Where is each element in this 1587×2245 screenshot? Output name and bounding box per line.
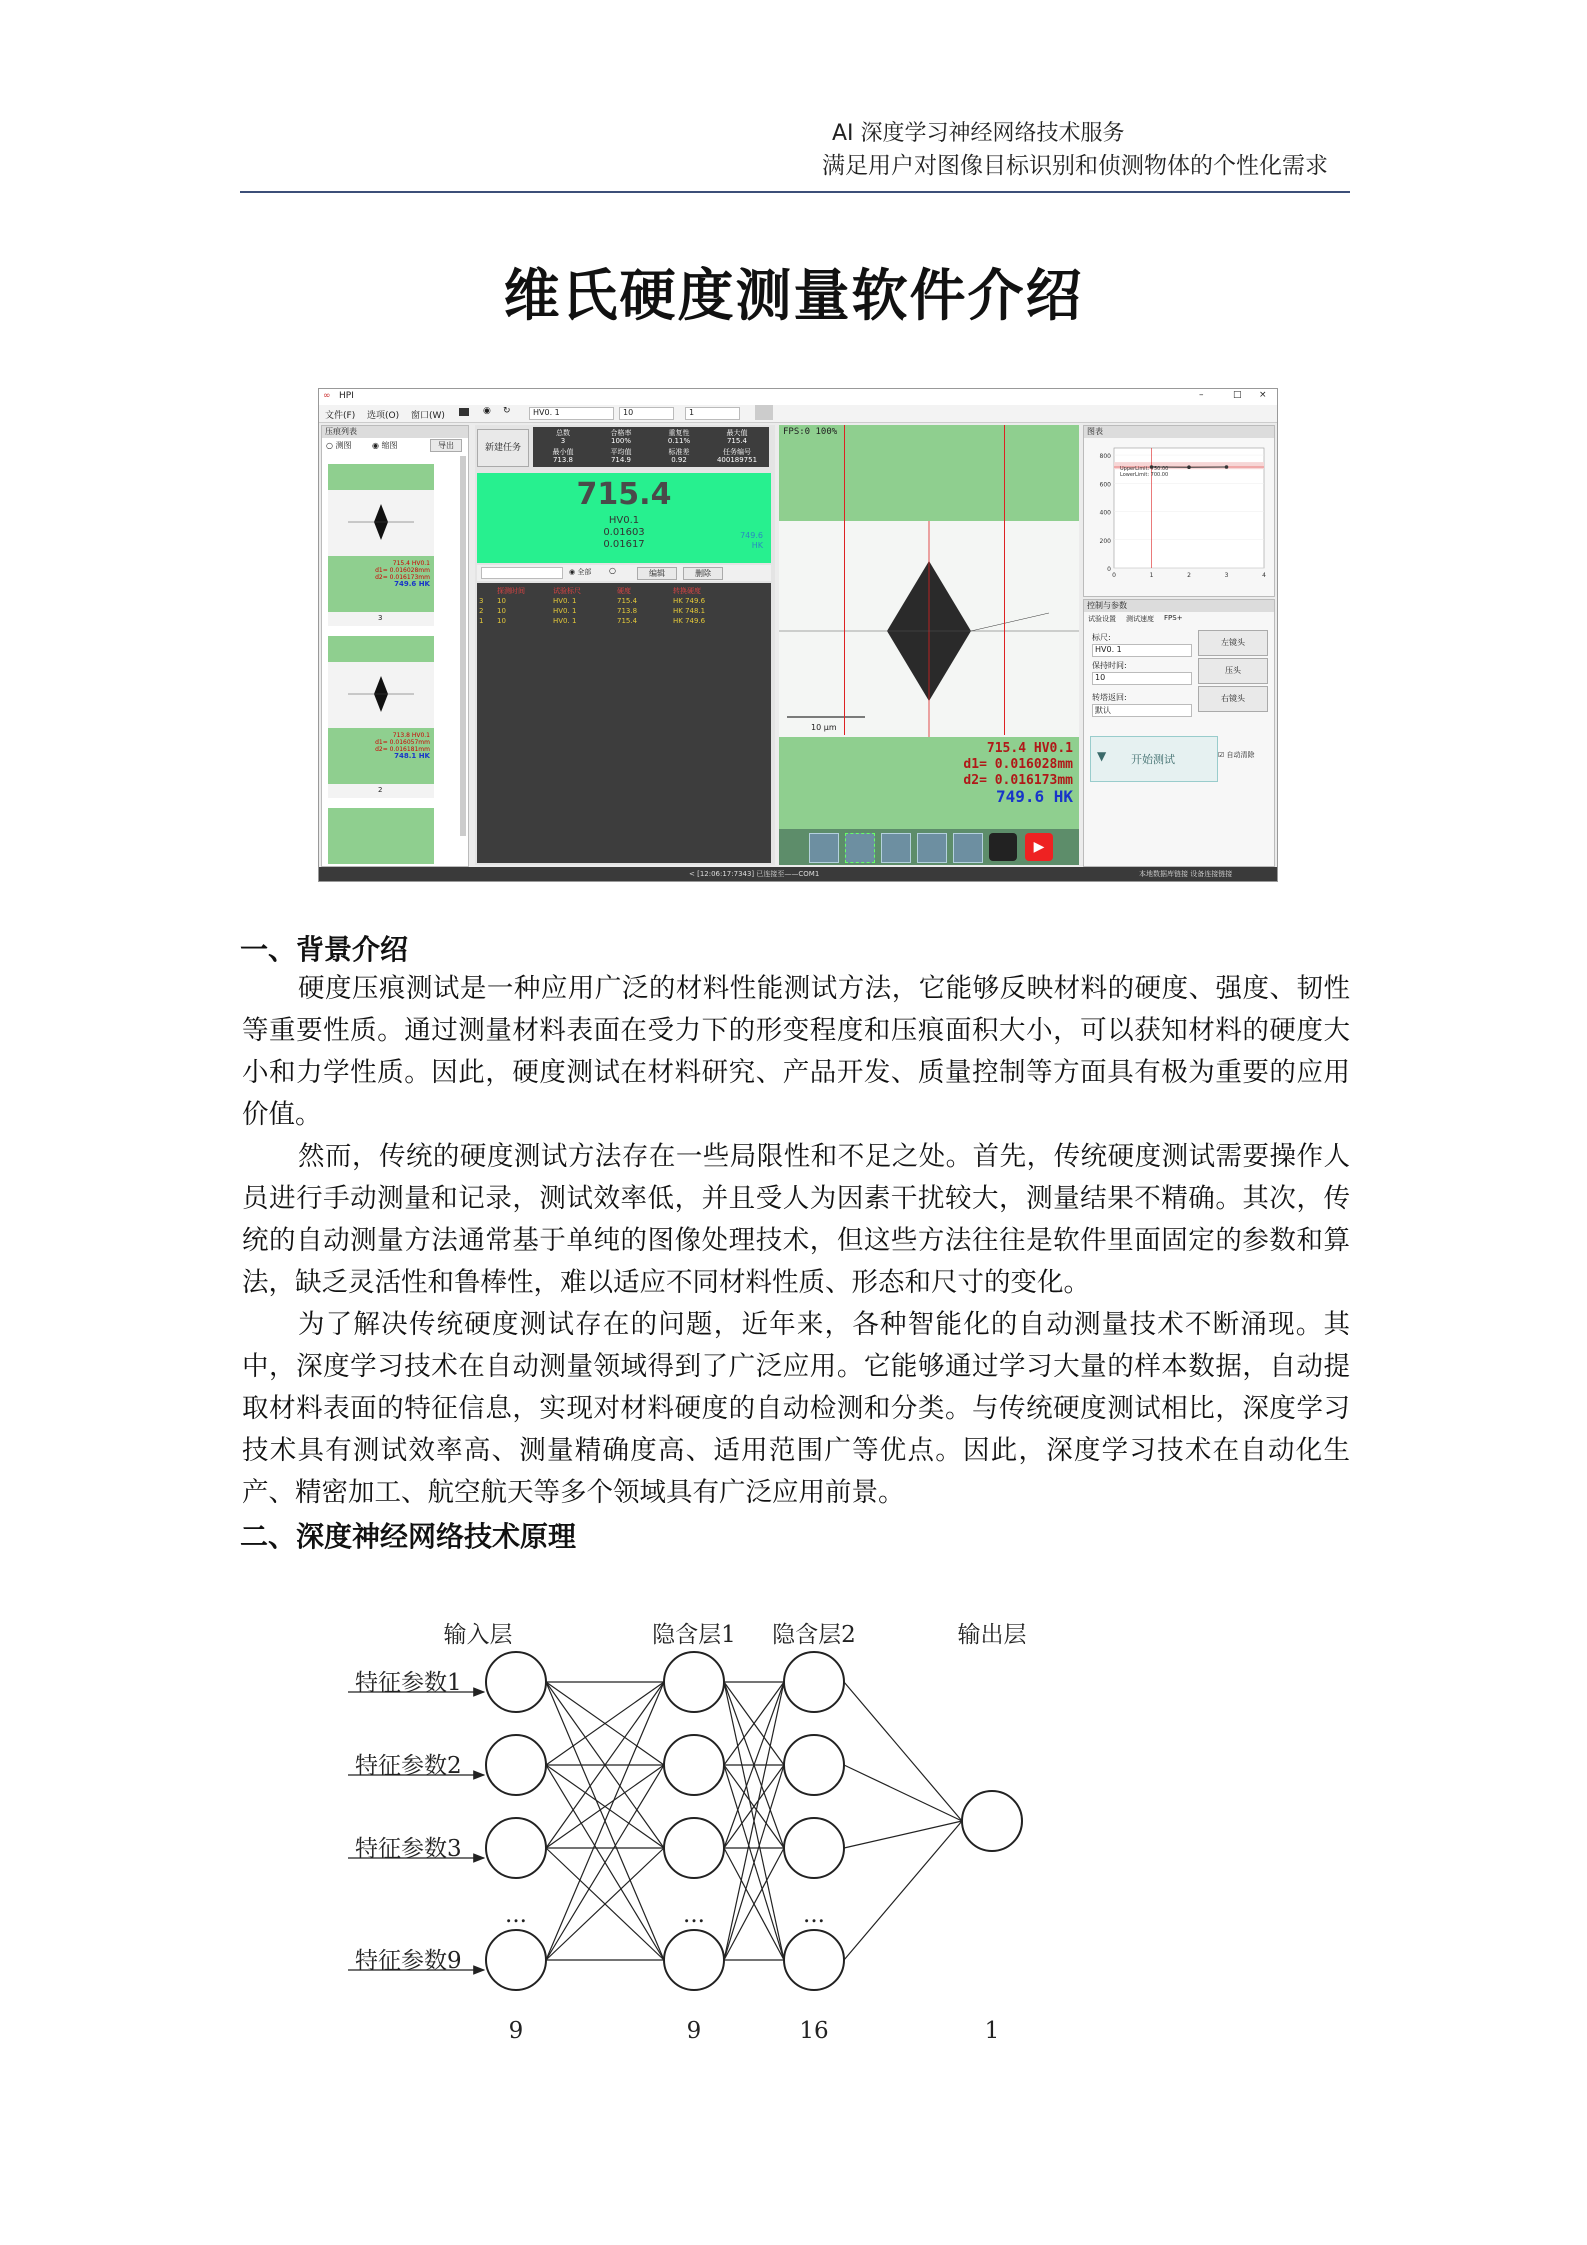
input-node: [486, 1930, 546, 1990]
chart-point: [1225, 465, 1229, 469]
menu-window[interactable]: 窗口(W): [411, 411, 445, 421]
stat-max: 715.4: [726, 437, 748, 445]
statusbar: [319, 867, 1277, 881]
readout-d1: 0.01603: [603, 527, 645, 538]
hidden2-node: [784, 1735, 844, 1795]
table-row[interactable]: [477, 607, 771, 617]
app-title: HPI: [339, 391, 354, 401]
hidden1-node: [664, 1735, 724, 1795]
stat-std-label: 标准差: [668, 448, 690, 456]
item-line2: d1= 0.016057mm: [375, 739, 430, 746]
minimize-icon[interactable]: –: [1199, 390, 1204, 400]
list-item[interactable]: [328, 464, 434, 626]
item-line3: d2= 0.016181mm: [375, 746, 430, 753]
left-lens-button[interactable]: 左镜头: [1198, 630, 1268, 656]
section1-heading: 一、背景介绍: [240, 933, 409, 966]
filter-other-radio[interactable]: ○: [609, 566, 616, 575]
chart-panel: [1083, 425, 1275, 597]
list-item[interactable]: [328, 636, 434, 798]
scale-label: 标尺:: [1092, 633, 1111, 642]
tool-target-icon[interactable]: [953, 833, 983, 863]
cell-hardness: 713.8: [617, 607, 638, 615]
input-label-3: 特征参数3: [355, 1836, 462, 1862]
page-title: 维氏硬度测量软件介绍: [503, 264, 1084, 329]
cam-line2: d1= 0.016028mm: [963, 757, 1073, 772]
control-panel-title: 控制与参数: [1084, 600, 1274, 612]
stat-min-label: 最小值: [552, 448, 574, 456]
cell-scale: HV0. 1: [553, 607, 577, 615]
cell-index: 2: [479, 607, 484, 615]
chart-panel-title: 图表: [1084, 426, 1274, 438]
stat-repeat: 0.11%: [667, 437, 691, 445]
cell-converted: HK 749.6: [673, 597, 706, 605]
hidden1-node: [664, 1930, 724, 1990]
auto-clear-checkbox[interactable]: ☑ 自动清除: [1218, 751, 1255, 759]
cell-hardness: 715.4: [617, 597, 638, 605]
chart-y-tick: 400: [1099, 509, 1111, 517]
item-index: 2: [378, 786, 383, 794]
chart-x-tick: 4: [1262, 572, 1266, 579]
turret-label: 转塔返回:: [1092, 693, 1127, 702]
cell-scale: HV0. 1: [553, 597, 577, 605]
readout-value: 715.4: [576, 477, 672, 512]
radio-thumb[interactable]: ◉ 缩图: [372, 441, 398, 450]
software-screenshot: [318, 388, 1278, 882]
header-line1: AI 深度学习神经网络技术服务: [832, 121, 1125, 146]
table-row[interactable]: [477, 617, 771, 627]
count-select[interactable]: 10: [619, 407, 674, 420]
stats-grid: [533, 427, 769, 467]
edit-button[interactable]: 编辑: [637, 567, 677, 580]
table-header: [477, 583, 771, 597]
fps-label: FPS:0 100%: [783, 427, 838, 437]
indent-thumbnail: [328, 492, 434, 552]
indent-list-toolbar: [322, 438, 468, 452]
status-links: 本地数据库链接 设备连接链接: [1139, 870, 1233, 878]
layer-label-output: 输出层: [957, 1622, 1027, 1648]
cell-index: 3: [479, 597, 484, 605]
indenter-button[interactable]: 压头: [1198, 658, 1268, 684]
output-node: [962, 1791, 1022, 1851]
stat-std: 0.92: [671, 456, 687, 464]
indent-image: [779, 521, 1079, 737]
app-titlebar: [319, 389, 1277, 406]
layer-label-hidden2: 隐含层2: [772, 1622, 856, 1648]
nn-connection: [844, 1821, 962, 1960]
cam-line1: 715.4 HV0.1: [986, 741, 1073, 756]
tool-select-icon[interactable]: [845, 833, 875, 863]
col-time: 探测时间: [497, 587, 525, 595]
chart-y-tick: 800: [1099, 453, 1111, 461]
paragraph-2: 然而，传统的硬度测试方法存在一些局限性和不足之处。首先，传统硬度测试需要操作人员进行手动测量和记录，测试效率低，并且受人为因素干扰较大，测量结果不精确。其次，传统的自动测量方法通常基于单纯的图像处理技术，但这些方法往往是软件里面固定的参数和算法，缺乏灵活性和鲁棒性，难以适应不同材料性质、形态和尺寸的变化。: [242, 1141, 1350, 1298]
stat-pass-label: 合格率: [610, 429, 632, 437]
filter-bar: [477, 565, 771, 581]
menubar: [319, 405, 1277, 423]
right-lens-button[interactable]: 右镜头: [1198, 686, 1268, 712]
stat-max-label: 最大值: [726, 429, 748, 437]
indent-list-panel: [321, 425, 469, 867]
standard-select[interactable]: HV0. 1: [529, 407, 614, 420]
cell-hardness: 715.4: [617, 617, 638, 625]
start-test-button[interactable]: [1090, 736, 1218, 782]
cell-time: 10: [497, 607, 506, 615]
hidden2-node: [784, 1930, 844, 1990]
cell-scale: HV0. 1: [553, 617, 577, 625]
scale-select[interactable]: HV0. 1: [1092, 644, 1192, 657]
col-hardness: 硬度: [617, 587, 631, 595]
list-scrollbar[interactable]: [460, 456, 466, 836]
header-divider: [240, 191, 1350, 193]
stat-min: 713.8: [552, 456, 574, 464]
stat-total-label: 总数: [556, 429, 570, 437]
auto-clear-label: 自动清除: [1226, 751, 1255, 759]
layer-label-input: 输入层: [443, 1622, 513, 1648]
paragraph-3: 为了解决传统硬度测试存在的问题，近年来，各种智能化的自动测量技术不断涌现。其中，深度学习技术在自动测量领域得到了广泛应用。它能够通过学习大量的样本数据，自动提取材料表面的特征信息，实现对材料硬度的自动检测和分类。与传统硬度测试相比，深度学习技术具有测试效率高、测量精确度高、适用范围广等优点。因此，深度学习技术在自动化生产、精密加工、航空航天等多个领域具有广泛应用前景。: [242, 1309, 1350, 1508]
menu-file[interactable]: 文件(F): [325, 411, 356, 421]
chart-point: [1187, 465, 1191, 469]
tab-fps[interactable]: FPS+: [1164, 614, 1183, 622]
filter-input[interactable]: [481, 567, 563, 579]
tool-point-icon[interactable]: [809, 833, 839, 863]
chart-y-tick: 600: [1099, 481, 1111, 489]
chart-x-tick: 3: [1224, 572, 1229, 579]
readout-unit: HV0.1: [608, 515, 640, 526]
cam-hk: 749.6 HK: [995, 787, 1073, 806]
play-icon[interactable]: ▶: [1025, 833, 1053, 861]
stat-task-label: 任务编号: [723, 448, 751, 456]
cell-time: 10: [497, 597, 506, 605]
input-label-2: 特征参数2: [355, 1753, 462, 1779]
tool-auto-icon[interactable]: [917, 833, 947, 863]
status-connection: < [12:06:17:7343] 已连接至——COM1: [689, 870, 820, 878]
filter-all-label: 全部: [577, 568, 592, 576]
indent-list-title: 压痕列表: [322, 426, 468, 438]
table-row[interactable]: [477, 597, 771, 607]
stat-avg-label: 平均值: [610, 448, 632, 456]
turret-select[interactable]: 默认: [1092, 704, 1192, 717]
hardness-readout: [477, 473, 771, 563]
start-test-label: 开始测试: [1131, 753, 1175, 766]
count-hidden1: 9: [686, 2018, 702, 2044]
delete-button[interactable]: 删除: [683, 567, 723, 580]
item-line3: d2= 0.016173mm: [375, 574, 430, 581]
control-panel: [1083, 599, 1275, 867]
nn-connection: [844, 1821, 962, 1848]
hold-label: 保持时间:: [1092, 661, 1127, 670]
camera-toolbar: [779, 829, 1079, 865]
radio-measure-label: 测图: [335, 441, 352, 450]
nn-connection: [844, 1765, 962, 1821]
maximize-icon[interactable]: □: [1233, 390, 1242, 400]
nn-connection: [844, 1682, 962, 1821]
radio-thumb-label: 缩图: [381, 441, 398, 450]
tab-settings[interactable]: 试验设置: [1088, 615, 1116, 623]
hidden2-node: [784, 1652, 844, 1712]
stat-task: 400189751: [716, 456, 758, 464]
col-converted: 转换硬度: [673, 587, 701, 595]
hold-time-input[interactable]: 10: [1092, 672, 1192, 685]
chart-x-tick: 2: [1187, 572, 1191, 579]
hidden1-node: [664, 1652, 724, 1712]
refresh-icon[interactable]: ↻: [503, 406, 511, 416]
section2-heading: 二、深度神经网络技术原理: [240, 1520, 577, 1553]
input-node: [486, 1652, 546, 1712]
ellipsis-hidden1: ...: [683, 1902, 705, 1928]
item-line1: 713.8 HV0.1: [392, 732, 430, 739]
item-index: 3: [378, 614, 383, 622]
ellipsis-hidden2: ...: [803, 1902, 825, 1928]
menu-options[interactable]: 选项(O): [367, 411, 400, 421]
record-icon[interactable]: ◉: [483, 406, 491, 416]
item-hk: 749.6 HK: [394, 580, 430, 588]
new-task-button[interactable]: 新建任务: [477, 429, 529, 467]
chart-y-tick: 200: [1099, 537, 1111, 545]
stop-icon[interactable]: [989, 833, 1017, 861]
input-label-9: 特征参数9: [355, 1948, 462, 1974]
indenter-icon: ▼: [1097, 749, 1107, 763]
export-button[interactable]: 导出: [430, 439, 462, 452]
radio-measure[interactable]: ○ 测图: [326, 441, 352, 450]
multiplier-select[interactable]: 1: [685, 407, 740, 420]
chart-x-tick: 1: [1149, 572, 1154, 579]
cam-line3: d2= 0.016173mm: [963, 773, 1073, 788]
ellipsis-input: ...: [505, 1902, 527, 1928]
readout-hk-unit: HK: [751, 541, 763, 550]
indenter-icon[interactable]: [755, 405, 773, 420]
hidden1-node: [664, 1818, 724, 1878]
cell-index: 1: [479, 617, 484, 625]
item-hk: 748.1 HK: [394, 752, 430, 760]
col-scale: 试验标尺: [553, 587, 581, 595]
chart-upper-limit: UpperLimit: 750.00: [1120, 466, 1169, 473]
chart-y-tick: 0: [1107, 566, 1111, 573]
item-line2: d1= 0.016028mm: [375, 567, 430, 574]
layer-label-hidden1: 隐含层1: [652, 1622, 736, 1648]
chart-lower-limit: LowerLimit: 700.00: [1120, 472, 1169, 479]
camera-icon[interactable]: [459, 408, 469, 416]
hidden2-node: [784, 1818, 844, 1878]
item-line1: 715.4 HV0.1: [392, 560, 430, 567]
stat-total: 3: [560, 437, 566, 445]
input-node: [486, 1818, 546, 1878]
list-item[interactable]: [328, 808, 434, 864]
cell-time: 10: [497, 617, 506, 625]
results-table: [477, 583, 771, 863]
paragraph-1: 硬度压痕测试是一种应用广泛的材料性能测试方法，它能够反映材料的硬度、强度、韧性等重要性质。通过测量材料表面在受力下的形变程度和压痕面积大小，可以获知材料的硬度大小和力学性质。因此，硬度测试在材料研究、产品开发、质量控制等方面具有极为重要的应用价值。: [242, 973, 1350, 1130]
cell-converted: HK 748.1: [673, 607, 706, 615]
count-hidden2: 16: [799, 2018, 829, 2044]
close-icon[interactable]: ×: [1259, 390, 1267, 400]
stat-repeat-label: 重复性: [668, 429, 690, 437]
chart-x-tick: 0: [1112, 572, 1116, 579]
readout-hk-value: 749.6: [740, 531, 763, 540]
filter-all-radio[interactable]: ◉ 全部: [569, 568, 592, 576]
count-input: 9: [508, 2018, 524, 2044]
stat-pass: 100%: [610, 437, 631, 445]
camera-view[interactable]: [779, 425, 1079, 865]
input-node: [486, 1735, 546, 1795]
header-line2: 满足用户对图像目标识别和侦测物体的个性化需求: [822, 153, 1328, 179]
app-logo-icon: ∞: [323, 391, 331, 401]
neural-network-diagram: [330, 1610, 1090, 2050]
indent-thumbnail: [328, 664, 434, 724]
scale-bar-label: 10 μm: [811, 723, 837, 732]
input-label-1: 特征参数1: [355, 1670, 462, 1696]
stat-avg: 714.9: [610, 456, 632, 464]
tool-diamond-icon[interactable]: [881, 833, 911, 863]
tab-speed[interactable]: 测试速度: [1126, 615, 1154, 623]
cell-converted: HK 749.6: [673, 617, 706, 625]
results-panel: [475, 425, 775, 865]
readout-d2: 0.01617: [603, 539, 645, 550]
count-output: 1: [984, 2018, 1000, 2044]
hardness-chart: [1084, 438, 1274, 594]
